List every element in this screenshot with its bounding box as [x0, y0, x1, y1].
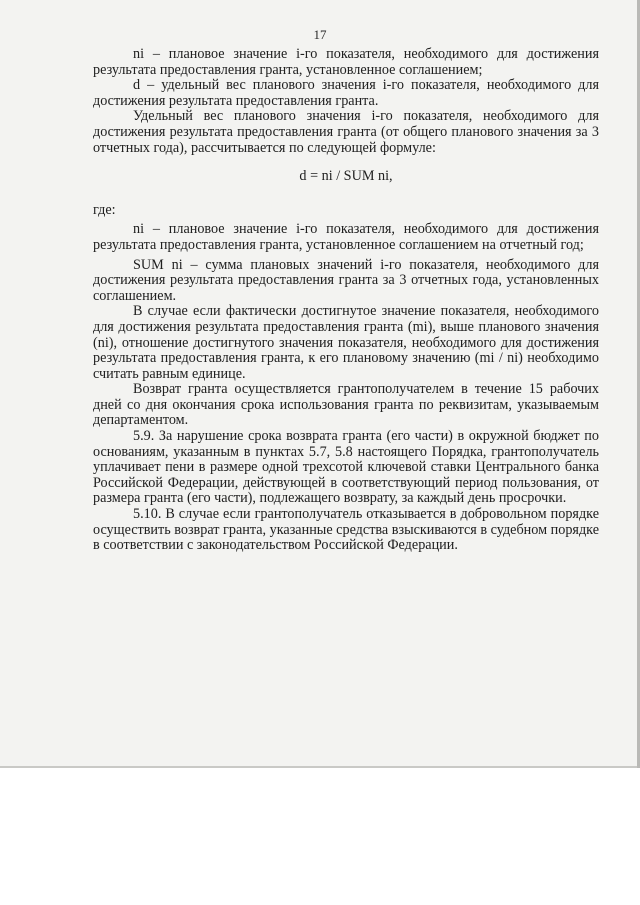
page-number: 17: [313, 27, 327, 42]
document-body: [93, 47, 599, 554]
paragraph-mi-ni-ratio: В случае если фактически достигнутое значение показателя, необходимого для достижения результата предоставления гранта (mi), выше планового значения (ni), отношение достигнутого значения показателя, необходимого для достижения результата предоставления гранта, к его плановому значению (mi / ni) необходимо считать равным единице.: [93, 303, 599, 382]
paragraph-where: где:: [93, 201, 116, 218]
paragraph-d-definition: d – удельный вес планового значения i-го показателя, необходимого для достижения результата предоставления гранта.: [93, 77, 599, 109]
formula: d = ni / SUM ni,: [299, 168, 393, 185]
paragraph-ni-annual: ni – плановое значение i-го показателя, необходимого для достижения результата предоставления гранта, установленное соглашением на отчетный год;: [93, 221, 599, 253]
paragraph-5-9: 5.9. За нарушение срока возврата гранта (его части) в окружной бюджет по основаниям, указанным в пунктах 5.7, 5.8 настоящего Порядка, грантополучатель уплачивает пени в размере одной трехсотой ключевой ставки Центрального банка Российской Федерации, действующей в соответствующий период пользования, от размера гранта (его части), подлежащего возврату, за каждый день просрочки.: [93, 428, 599, 507]
paragraph-sum-ni: SUM ni – сумма плановых значений i-го показателя, необходимого для достижения результата предоставления гранта за 3 отчетных года, установленных соглашением.: [93, 256, 599, 304]
paragraph-weight-intro: Удельный вес планового значения i-го показателя, необходимого для достижения результата предоставления гранта (от общего планового значения за 3 отчетных года), рассчитывается по следующей формуле:: [93, 108, 599, 156]
paragraph-grant-return: Возврат гранта осуществляется грантополучателем в течение 15 рабочих дней со дня окончания срока использования гранта по реквизитам, указываемым департаментом.: [93, 381, 599, 429]
paragraph-ni-definition: ni – плановое значение i-го показателя, необходимого для достижения результата предоставления гранта, установленное соглашением;: [93, 46, 599, 78]
paragraph-5-10: 5.10. В случае если грантополучатель отказывается в добровольном порядке осуществить возврат гранта, указанные средства взыскиваются в судебном порядке в соответствии с законодательством Российской Федерации.: [93, 506, 599, 554]
